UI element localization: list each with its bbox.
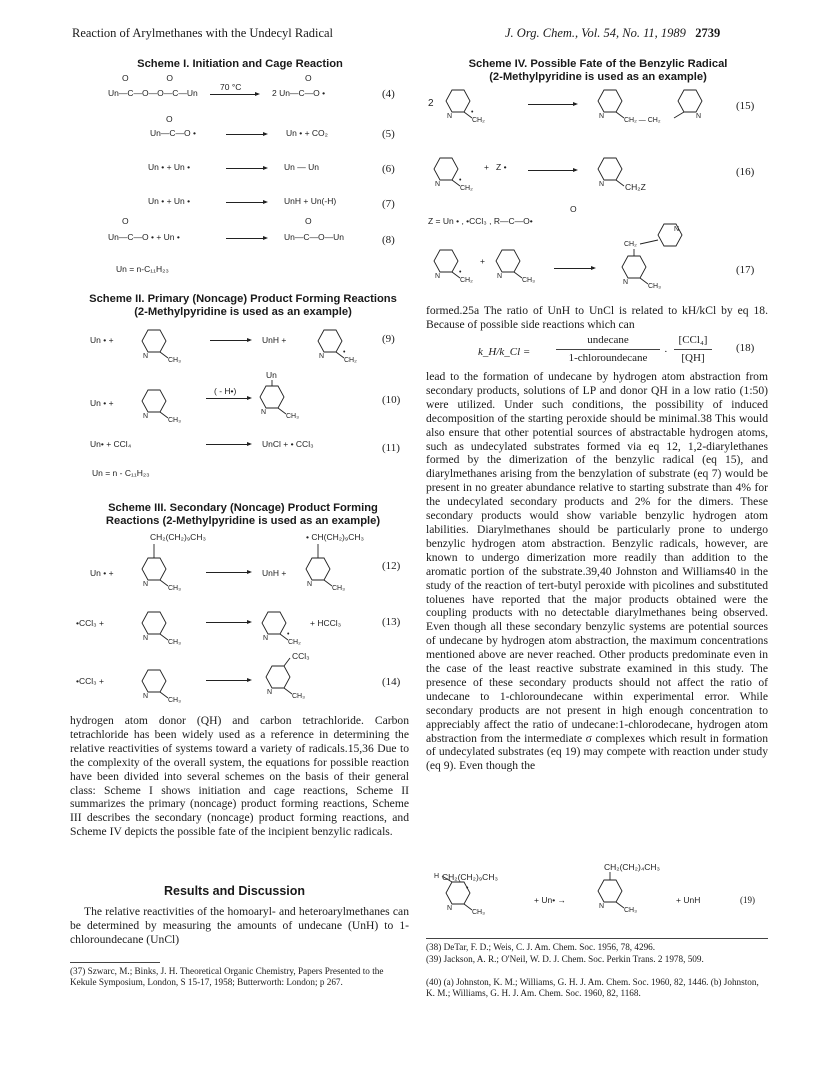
bis-pyridyl-ethane-structure	[592, 88, 722, 128]
svg-text:•: •	[459, 269, 462, 276]
eq-number-19: (19)	[740, 895, 755, 905]
eq19-product-substituent: CH₂(CH₂)₄CH₃	[604, 862, 661, 872]
scheme-4-subtitle: (2-Methylpyridine is used as an example)	[489, 71, 707, 83]
section-heading: Results and Discussion	[164, 884, 306, 898]
eq-number-7: (7)	[382, 198, 395, 210]
reaction-arrow	[554, 268, 594, 269]
plus-sign: +	[480, 256, 485, 266]
eq4-left: Un—C—O—O—C—Un	[108, 88, 198, 98]
pyridyl-methyl-radical-structure	[428, 156, 473, 196]
svg-text:N: N	[319, 353, 325, 360]
svg-text:N: N	[143, 413, 149, 420]
eq12-radical-substituent: • CH(CH₂)₉CH₃	[306, 532, 364, 542]
reaction-arrow	[528, 170, 576, 171]
carbonyl-o: O O	[122, 73, 174, 83]
svg-text:CH₂: CH₂	[472, 117, 485, 124]
svg-text:CH₂: CH₂	[624, 241, 637, 248]
eq5-left: Un—C—O •	[150, 128, 196, 138]
scheme-2-title	[74, 293, 412, 319]
eq19-right: + UnH	[676, 895, 701, 905]
eq-number-13: (13)	[382, 616, 401, 628]
svg-text:CH₃: CH₃	[168, 357, 181, 364]
svg-text:N: N	[307, 581, 313, 588]
alkyl-radical-pyridine-structure	[300, 556, 345, 596]
eq19-substituent: CH₂(CH₂)₉CH₃	[442, 872, 498, 882]
eq-number-12: (12)	[382, 560, 401, 572]
reaction-arrow	[226, 202, 266, 203]
svg-text:N: N	[696, 113, 702, 120]
eq10-left: Un • +	[90, 398, 114, 408]
eq4-condition: 70 °C	[220, 82, 242, 92]
scheme-3-title	[74, 502, 412, 528]
undecyl-definition: Un = n - C₁₁H₂₃	[92, 468, 150, 478]
eq-number-5: (5)	[382, 128, 395, 140]
fraction-bar	[556, 349, 660, 350]
svg-text:N: N	[143, 635, 149, 642]
svg-text:N: N	[599, 113, 605, 120]
svg-text:N: N	[143, 353, 149, 360]
svg-text:CH₃: CH₃	[168, 417, 181, 424]
footnote-40: (40) (a) Johnston, K. M.; Williams, G. H. J. Am. Chem. Soc. 1960, 82, 1446. (b) Johnston, K. M.; Williams, G. H. J. Am. Chem. Soc. 1960, 82, 1168.	[426, 977, 759, 998]
eq8-right: Un—C—O—Un	[284, 232, 344, 242]
svg-text:N: N	[435, 273, 441, 280]
eq12-substituent: CH₂(CH₂)₉CH₃	[150, 532, 206, 542]
pyridyl-methyl-radical-structure	[428, 248, 473, 288]
svg-text:CH₃: CH₃	[648, 283, 661, 290]
eq18-denominator-2: [QH]	[681, 352, 705, 364]
eq-number-10: (10)	[382, 394, 401, 406]
undecyl-methylpyridine-structure	[592, 876, 637, 926]
scheme-2-title-text: Scheme II. Primary (Noncage) Product Forming Reactions	[89, 293, 397, 305]
pyridyl-methyl-radical-structure	[312, 328, 357, 368]
trichloromethyl-adduct-structure	[260, 664, 305, 704]
eq14-left: •CCl₃ +	[76, 676, 104, 686]
eq16-product-substituent: CH₂Z	[625, 182, 646, 192]
eq-number-4: (4)	[382, 88, 395, 100]
eq14-substituent: CCl₃	[292, 651, 310, 661]
eq9-right: UnH +	[262, 335, 287, 345]
eq10-condition: ( - H•)	[214, 386, 237, 396]
pyridine-structure	[136, 610, 181, 650]
svg-text:N: N	[263, 635, 269, 642]
scheme-3-title-text: Scheme III. Secondary (Noncage) Product Forming	[108, 502, 378, 514]
eq7-left: Un • + Un •	[148, 196, 191, 206]
eq18-numerator: undecane	[587, 334, 629, 346]
svg-text:CH₃: CH₃	[522, 277, 535, 284]
svg-text:N: N	[497, 273, 503, 280]
eq13-left: •CCl₃ +	[76, 618, 104, 628]
eq12-left: Un • +	[90, 568, 114, 578]
plus-z-radical: + Z •	[484, 162, 507, 172]
svg-text:N: N	[447, 113, 453, 120]
reaction-arrow	[226, 134, 266, 135]
eq7-right: UnH + Un(-H)	[284, 196, 337, 206]
svg-text:•: •	[343, 349, 346, 356]
running-head-left: Reaction of Arylmethanes with the Undecyl Radical	[72, 26, 334, 40]
left-body-paragraph: hydrogen atom donor (QH) and carbon tetrachloride. Carbon tetrachloride has been widely used as a reference in determining the relative reactivities of systems toward a variety of radicals.15,36 Due to the complexity of the overall system, the equations for possible reaction have been divided into several schemes on the basis of their general class: Scheme I shows initiation and cage reactions, Scheme II summarizes the primary (noncage) product forming reactions, Scheme III describes the secondary (noncage) product forming reactions, and Scheme IV depicts the possible fate of the incipient benzylic radicals.	[70, 714, 409, 839]
journal-citation: J. Org. Chem., Vol. 54, No. 11, 1989	[505, 26, 686, 40]
svg-text:N: N	[143, 581, 149, 588]
reaction-arrow	[206, 572, 250, 573]
reaction-arrow	[226, 238, 266, 239]
svg-text:N: N	[447, 905, 453, 912]
svg-text:N: N	[623, 279, 629, 286]
z-definition: Z = Un • , •CCl₃ , R—C—O•	[428, 216, 533, 226]
pyridine-structure	[490, 248, 535, 288]
coefficient: 2	[428, 98, 434, 109]
eq-number-18: (18)	[736, 342, 755, 354]
svg-text:CH₂: CH₂	[344, 357, 357, 364]
reaction-arrow	[226, 168, 266, 169]
svg-text:CH₂ — CH₂: CH₂ — CH₂	[624, 117, 661, 124]
carbonyl-o: O	[305, 73, 312, 83]
pyridyl-methyl-radical-structure	[256, 610, 301, 650]
eq4-right: 2 Un—C—O •	[272, 88, 326, 98]
carbonyl-o: O	[570, 204, 577, 214]
eq19-middle: + Un• →	[534, 895, 567, 905]
pyridine-structure	[136, 668, 181, 708]
page-number: 2739	[695, 26, 721, 40]
reaction-arrow	[206, 444, 250, 445]
reaction-arrow	[206, 680, 250, 681]
svg-text:N: N	[435, 181, 441, 188]
svg-text:CH₃: CH₃	[624, 907, 637, 914]
eq5-right: Un • + CO₂	[286, 128, 328, 138]
alkylated-pyridine-structure	[136, 556, 181, 596]
svg-text:•: •	[466, 885, 469, 892]
reaction-arrow	[210, 340, 250, 341]
eq-number-15: (15)	[736, 100, 755, 112]
eq18-numerator-2: [CCl₄]	[678, 334, 708, 346]
left-body-paragraph-2: The relative reactivities of the homoaryl- and heteroarylmethanes can be determined by measuring the amounts of undecane (UnH) to 1-chloroundecane (UnCl)	[70, 905, 409, 946]
svg-text:CH₃: CH₃	[168, 639, 181, 646]
eq6-left: Un • + Un •	[148, 162, 191, 172]
eq9-left: Un • +	[90, 335, 114, 345]
scheme-3-subtitle: Reactions (2-Methylpyridine is used as an example)	[105, 515, 381, 527]
eq10-substituent: Un	[266, 370, 277, 380]
eq11-left: Un• + CCl₄	[90, 439, 132, 449]
svg-text:N: N	[267, 689, 273, 696]
eq-number-14: (14)	[382, 676, 401, 688]
footnote-rule	[426, 938, 768, 939]
svg-text:•: •	[287, 631, 290, 638]
eq-number-8: (8)	[382, 234, 395, 246]
svg-text:CH₂: CH₂	[288, 639, 301, 646]
svg-text:CH₃: CH₃	[286, 413, 299, 420]
eq8-left: Un—C—O • + Un •	[108, 232, 180, 242]
reaction-arrow	[210, 94, 258, 95]
svg-text:•: •	[471, 109, 474, 116]
right-body-paragraph-2: lead to the formation of undecane by hydrogen atom abstraction from secondary products, solutions of LP and donor QH in a low ratio (1:50) were utilized. Under such conditions, the possibility of induced decomposition of the starting peroxide should be minimal.38 This would also ensure that other potential sources of abstractable hydrogen atoms, such as undecylated substrates formed via eq 12, 1,2-diarylethanes formed by the dimerization of the benzylic radical (eq 15), and diarylmethanes arising from the benzylation of substrate (eq 7) would be present in no greater abundance relative to starting substrate than 4% for the undecylated secondary products and 2% for the dimers. These secondary products would show variable benzylic hydrogen atom labilities. Diarylmethanes should be particularly prone to undergo benzylic hydrogen atom abstraction. Benzylic radicals, however, are known to undergo dimerization more readily than addition to the aromatic portion of the substrate.39,40 Johnston and Williams40 in the study of the reaction of tert-butyl peroxide with picolines and substituted toluenes have reported that the major products obtained were the coupling products with no detectable diarylmethanes being observed. Even though all these secondary benzylic systems are potential sources of undecane by hydrogen atom abstraction, the maximum concentrations mentioned above are never reached. Other products predominate even in the case of the least reactive substrate examined in this study. The presence of these secondary products should not affect the ratio of undecane to 1-chloroundecane within experimental error. While secondary products are not present in high enough concentration to appreciably affect the ratio of undecane:1-chlorodecane, hydrogen atom abstraction from the intermediate σ complexes which result in formation of undecylated substrates (eq 19) may compete with reaction under study (eq 9). Even though the	[426, 370, 768, 773]
undecyl-pyridine-structure	[254, 384, 299, 424]
eq-number-16: (16)	[736, 166, 755, 178]
svg-text:CH₃: CH₃	[292, 693, 305, 700]
eq11-right: UnCl + • CCl₃	[262, 439, 314, 449]
footnote-rule	[70, 962, 160, 963]
svg-text:N: N	[599, 903, 605, 910]
eq-number-6: (6)	[382, 163, 395, 175]
right-body-paragraph-1: formed.25a The ratio of UnH to UnCl is related to kH/kCl by eq 18. Because of possible side reactions which can	[426, 304, 768, 331]
svg-text:N: N	[143, 693, 149, 700]
carbonyl-o: O	[305, 216, 312, 226]
eq-number-11: (11)	[382, 442, 400, 454]
carbonyl-o: O	[166, 114, 173, 124]
fraction-bar	[674, 349, 712, 350]
svg-text:CH₃: CH₃	[332, 585, 345, 592]
eq6-right: Un — Un	[284, 162, 319, 172]
svg-text:CH₃: CH₃	[168, 697, 181, 704]
pyridyl-methyl-radical-structure	[440, 88, 485, 128]
eq12-right: UnH +	[262, 568, 287, 578]
pyridylmethyl-pyridine-adduct-structure	[616, 222, 696, 292]
eq18-lhs: k_H/k_Cl =	[478, 346, 531, 358]
svg-text:CH₂: CH₂	[460, 277, 473, 284]
footnote-39: (39) Jackson, A. R.; O'Neil, W. D. J. Chem. Soc. Perkin Trans. 2 1978, 509.	[426, 954, 704, 964]
footnote-38: (38) DeTar, F. D.; Weis, C. J. Am. Chem. Soc. 1956, 78, 4296.	[426, 942, 656, 952]
reaction-arrow	[206, 398, 250, 399]
eq18-denominator: 1-chloroundecane	[568, 352, 648, 364]
multiply-dot: ·	[664, 346, 668, 358]
eq-number-17: (17)	[736, 264, 755, 276]
reaction-arrow	[206, 622, 250, 623]
eq13-right: + HCCl₃	[310, 618, 342, 628]
eq-number-9: (9)	[382, 333, 395, 345]
footnote-37: (37) Szwarc, M.; Binks, J. H. Theoretical Organic Chemistry, Papers Presented to the Kekule Symposium, London, S 15-17, 1958; Butterworth: London; p 267.	[70, 966, 384, 987]
svg-text:N: N	[261, 409, 267, 416]
svg-text:H: H	[434, 873, 440, 880]
undecyl-definition: Un = n-C₁₁H₂₃	[116, 264, 169, 274]
reaction-arrow	[528, 104, 576, 105]
carbonyl-o: O	[122, 216, 129, 226]
svg-text:CH₃: CH₃	[472, 909, 485, 916]
svg-text:•: •	[459, 177, 462, 184]
svg-text:N: N	[674, 226, 680, 233]
scheme-1-title: Scheme I. Initiation and Cage Reaction	[137, 58, 343, 70]
scheme-2-subtitle: (2-Methylpyridine is used as an example)	[134, 306, 352, 318]
scheme-4-title-text: Scheme IV. Possible Fate of the Benzylic Radical	[468, 58, 728, 70]
svg-text:CH₃: CH₃	[168, 585, 181, 592]
svg-text:N: N	[599, 181, 605, 188]
pyridine-structure	[136, 328, 181, 368]
running-head-right	[505, 26, 720, 41]
svg-text:CH₂: CH₂	[460, 185, 473, 192]
pyridine-structure	[136, 388, 181, 428]
scheme-4-title	[428, 58, 768, 84]
